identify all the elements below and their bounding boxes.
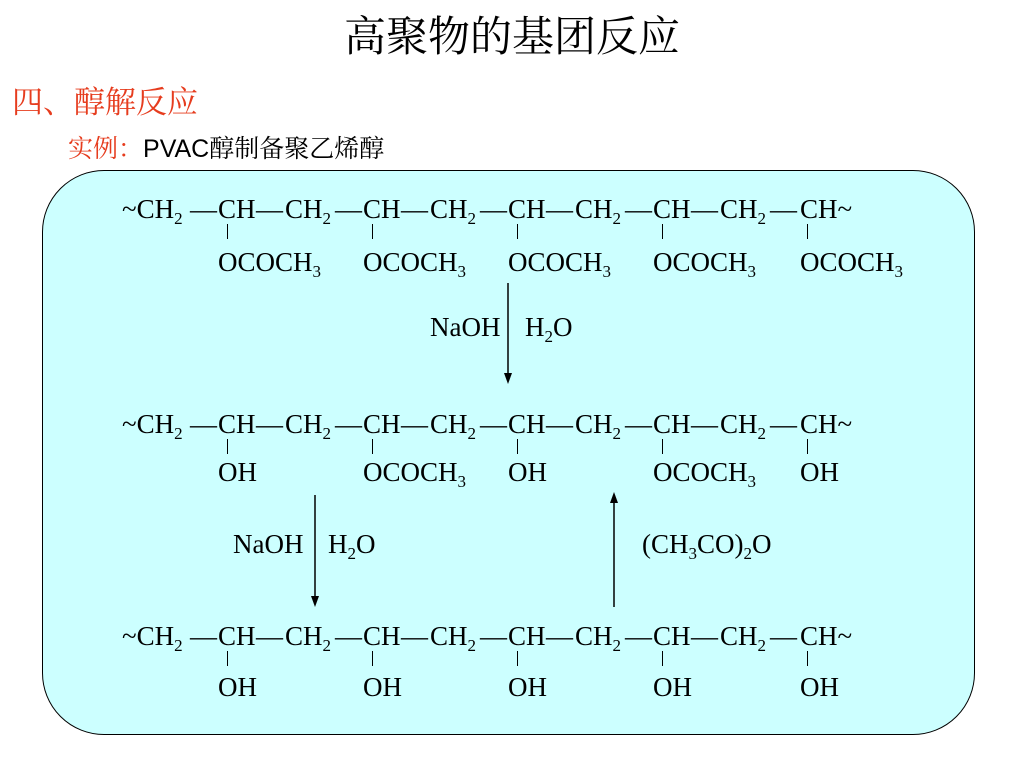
formula-text: CH~ (800, 621, 853, 651)
formula-subscript: 3 (747, 262, 757, 281)
formula-text: CH (653, 194, 691, 224)
formula-text: (CH (642, 529, 689, 559)
side-group (653, 674, 692, 701)
single-bond (227, 651, 228, 666)
reagent-label (328, 529, 376, 563)
chain-segment (363, 411, 401, 438)
formula-text: — (401, 194, 428, 224)
formula-text: CH (285, 194, 323, 224)
formula-text: NaOH (430, 312, 501, 342)
reagent-label (430, 314, 500, 341)
formula-text: ~CH (122, 621, 175, 651)
formula-subscript: 2 (757, 209, 767, 228)
formula-subscript: 2 (467, 636, 477, 655)
example-text: PVAC醇制备聚乙烯醇 (143, 135, 385, 163)
formula-text: CH (363, 194, 401, 224)
chain-segment (335, 623, 362, 650)
formula-subscript: 2 (467, 209, 477, 228)
chain-segment (546, 196, 573, 223)
formula-text: H (328, 529, 348, 559)
formula-subscript: 2 (467, 424, 477, 443)
chain-segment (430, 621, 477, 655)
chain-segment (190, 623, 217, 650)
chain-segment (363, 623, 401, 650)
chain-segment (575, 409, 622, 443)
formula-text: CH (218, 409, 256, 439)
single-bond (517, 651, 518, 666)
formula-text: OH (218, 457, 257, 487)
formula-text: CH (575, 621, 613, 651)
formula-subscript: 3 (688, 544, 697, 563)
reagent-label (525, 312, 573, 346)
chain-segment (770, 623, 797, 650)
formula-subscript: 3 (457, 472, 467, 491)
chain-segment (335, 196, 362, 223)
formula-text: ~CH (122, 409, 175, 439)
formula-text: OCOCH (653, 247, 748, 277)
formula-text: — (335, 194, 362, 224)
side-group (218, 674, 257, 701)
formula-text: OCOCH (508, 247, 603, 277)
formula-subscript: 2 (544, 327, 553, 346)
formula-text: OH (653, 672, 692, 702)
single-bond (807, 439, 808, 454)
chain-segment (653, 411, 691, 438)
formula-text: CH (363, 621, 401, 651)
chain-segment (256, 623, 283, 650)
formula-text: OH (508, 672, 547, 702)
chain-segment (256, 411, 283, 438)
formula-text: — (691, 409, 718, 439)
chain-segment (285, 409, 332, 443)
formula-text: NaOH (233, 529, 304, 559)
formula-text: — (190, 621, 217, 651)
side-group (800, 459, 839, 486)
formula-subscript: 2 (322, 424, 332, 443)
chain-segment (800, 411, 852, 438)
formula-text: CH (653, 409, 691, 439)
side-group (508, 247, 612, 281)
formula-text: O (553, 312, 573, 342)
formula-text: OH (363, 672, 402, 702)
formula-subscript: 2 (174, 636, 183, 655)
formula-text: — (256, 409, 283, 439)
chain-segment (653, 196, 691, 223)
chain-segment (401, 196, 428, 223)
chain-segment (401, 411, 428, 438)
chain-segment (122, 194, 183, 228)
formula-text: — (480, 621, 507, 651)
chain-segment (508, 411, 546, 438)
formula-text: OCOCH (218, 247, 313, 277)
chain-segment (256, 196, 283, 223)
formula-text: CH (575, 409, 613, 439)
formula-text: CH (363, 409, 401, 439)
chain-segment (770, 411, 797, 438)
formula-text: — (480, 194, 507, 224)
single-bond (227, 439, 228, 454)
chain-segment (363, 196, 401, 223)
chain-segment (575, 621, 622, 655)
chain-segment (122, 621, 183, 655)
chain-segment (218, 411, 256, 438)
single-bond (662, 224, 663, 239)
side-group (653, 457, 757, 491)
side-group (218, 459, 257, 486)
formula-subscript: 3 (457, 262, 467, 281)
side-group (653, 247, 757, 281)
formula-subscript: 3 (747, 472, 757, 491)
formula-text: CH (720, 621, 758, 651)
formula-text: — (335, 621, 362, 651)
chain-segment (625, 623, 652, 650)
side-group (363, 457, 467, 491)
formula-text: CH (575, 194, 613, 224)
section-heading: 四、醇解反应 (12, 85, 198, 120)
formula-subscript: 3 (602, 262, 612, 281)
formula-subscript: 2 (612, 424, 622, 443)
formula-text: CO) (697, 529, 744, 559)
formula-text: CH (508, 194, 546, 224)
reagent-label (642, 529, 772, 563)
chain-segment (546, 411, 573, 438)
side-group (363, 247, 467, 281)
reagent-label (233, 531, 303, 558)
formula-text: OH (218, 672, 257, 702)
side-group (800, 674, 839, 701)
chain-segment (625, 196, 652, 223)
formula-text: CH (720, 194, 758, 224)
chain-segment (190, 196, 217, 223)
formula-text: OCOCH (363, 457, 458, 487)
formula-text: CH (218, 194, 256, 224)
formula-text: — (546, 194, 573, 224)
formula-text: ~CH (122, 194, 175, 224)
formula-text: — (546, 409, 573, 439)
formula-text: — (625, 194, 652, 224)
chain-segment (625, 411, 652, 438)
chain-segment (122, 409, 183, 443)
chain-segment (285, 621, 332, 655)
single-bond (372, 651, 373, 666)
formula-text: — (335, 409, 362, 439)
formula-text: — (480, 409, 507, 439)
chain-segment (800, 196, 852, 223)
single-bond (807, 651, 808, 666)
formula-text: CH (653, 621, 691, 651)
formula-subscript: 2 (612, 636, 622, 655)
single-bond (372, 224, 373, 239)
formula-text: CH (720, 409, 758, 439)
formula-text: — (256, 621, 283, 651)
formula-text: O (356, 529, 376, 559)
formula-subscript: 2 (743, 544, 752, 563)
slide-title: 高聚物的基团反应 (343, 15, 680, 61)
formula-text: CH (430, 621, 468, 651)
formula-text: — (770, 194, 797, 224)
chain-segment (401, 623, 428, 650)
chain-segment (720, 621, 767, 655)
side-group (508, 674, 547, 701)
formula-text: — (401, 621, 428, 651)
formula-text: O (752, 529, 772, 559)
chain-segment (800, 623, 852, 650)
formula-text: OCOCH (800, 247, 895, 277)
single-bond (662, 651, 663, 666)
example-label: 实例： (68, 136, 144, 163)
chain-segment (285, 194, 332, 228)
formula-subscript: 2 (757, 424, 767, 443)
formula-text: OCOCH (363, 247, 458, 277)
formula-subscript: 3 (312, 262, 322, 281)
formula-text: — (770, 621, 797, 651)
chain-segment (480, 196, 507, 223)
chain-segment (218, 623, 256, 650)
example-line (68, 134, 384, 165)
chain-segment (335, 411, 362, 438)
formula-subscript: 2 (174, 209, 183, 228)
formula-text: — (625, 621, 652, 651)
formula-text: OCOCH (653, 457, 748, 487)
chain-segment (653, 623, 691, 650)
formula-text: CH (285, 409, 323, 439)
single-bond (372, 439, 373, 454)
formula-subscript: 2 (174, 424, 183, 443)
formula-subscript: 2 (322, 209, 332, 228)
formula-subscript: 2 (757, 636, 767, 655)
chain-segment (508, 623, 546, 650)
chain-segment (720, 409, 767, 443)
formula-text: OH (800, 457, 839, 487)
chain-segment (430, 409, 477, 443)
formula-text: — (691, 621, 718, 651)
single-bond (517, 439, 518, 454)
formula-subscript: 2 (347, 544, 356, 563)
single-bond (662, 439, 663, 454)
chain-segment (691, 196, 718, 223)
chain-segment (575, 194, 622, 228)
formula-text: CH~ (800, 194, 853, 224)
chain-segment (691, 623, 718, 650)
side-group (218, 247, 322, 281)
formula-text: — (625, 409, 652, 439)
formula-text: OH (508, 457, 547, 487)
formula-text: CH (218, 621, 256, 651)
single-bond (517, 224, 518, 239)
formula-text: CH (508, 621, 546, 651)
formula-text: — (546, 621, 573, 651)
formula-text: CH (430, 409, 468, 439)
formula-text: — (401, 409, 428, 439)
side-group (800, 247, 904, 281)
chain-segment (480, 623, 507, 650)
formula-text: H (525, 312, 545, 342)
chain-segment (770, 196, 797, 223)
formula-subscript: 3 (894, 262, 904, 281)
chain-segment (546, 623, 573, 650)
side-group (363, 674, 402, 701)
chain-segment (480, 411, 507, 438)
chain-segment (190, 411, 217, 438)
formula-text: — (691, 194, 718, 224)
formula-text: — (770, 409, 797, 439)
formula-text: CH (430, 194, 468, 224)
formula-text: CH (285, 621, 323, 651)
chain-segment (720, 194, 767, 228)
chain-segment (691, 411, 718, 438)
formula-subscript: 2 (322, 636, 332, 655)
formula-text: CH~ (800, 409, 853, 439)
side-group (508, 459, 547, 486)
formula-text: OH (800, 672, 839, 702)
formula-text: CH (508, 409, 546, 439)
chain-segment (508, 196, 546, 223)
single-bond (227, 224, 228, 239)
formula-subscript: 2 (612, 209, 622, 228)
chain-segment (218, 196, 256, 223)
single-bond (807, 224, 808, 239)
formula-text: — (256, 194, 283, 224)
formula-text: — (190, 409, 217, 439)
chain-segment (430, 194, 477, 228)
formula-text: — (190, 194, 217, 224)
